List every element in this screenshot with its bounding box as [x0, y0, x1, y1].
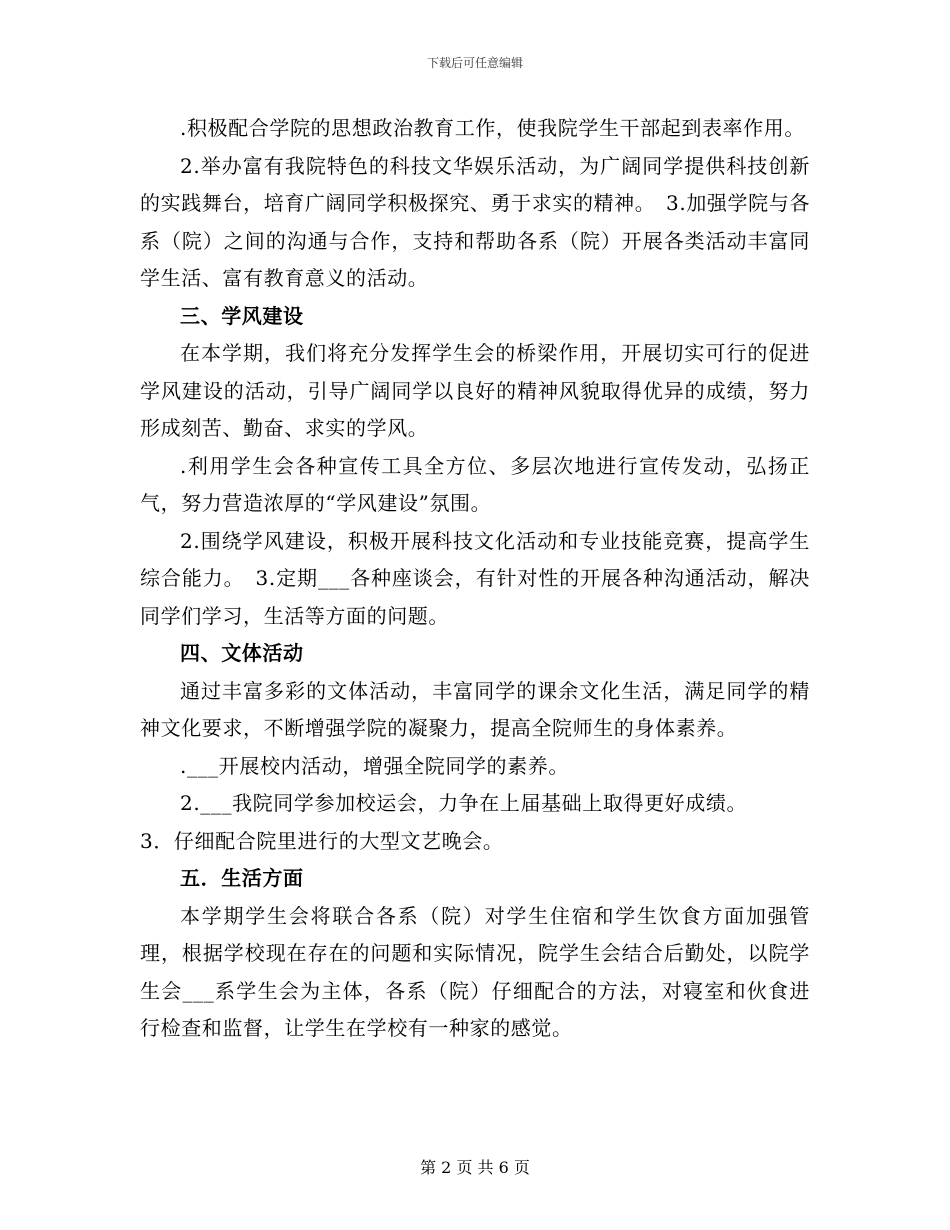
paragraph-5: 2.围绕学风建设，积极开展科技文化活动和专业技能竞赛，提高学生综合能力。 3.定期___各种座谈会，有针对性的开展各种沟通活动，解决同学们学习，生活等方面的问题。 [140, 528, 810, 628]
section-heading-3: 三、学风建设 [180, 303, 304, 328]
section-heading-4: 四、文体活动 [180, 641, 304, 665]
paragraph-8: 2.___我院同学参加校运会，力争在上届基础上取得更好成绩。 [180, 791, 748, 815]
paragraph-2: 2.举办富有我院特色的科技文华娱乐活动，为广阔同学提供科技创新的实践舞台，培育广阔同学积极探究、勇于求实的精神。 3.加强学院与各系（院）之间的沟通与合作，支持和帮助各系（院）开展各类活动丰富同学生活、富有教育意义的活动。 [140, 153, 810, 290]
paragraph-6: 通过丰富多彩的文体活动，丰富同学的课余文化生活，满足同学的精神文化要求，不断增强学院的凝聚力，提高全院师生的身体素养。 [140, 678, 810, 740]
page-number: 第 2 页 共 6 页 [420, 1158, 530, 1177]
document-body [140, 110, 810, 1048]
paragraph-4: .利用学生会各种宣传工具全方位、多层次地进行宣传发动，弘扬正气，努力营造浓厚的“学风建设”氛围。 [140, 453, 810, 515]
paragraph-7: .___开展校内活动，增强全院同学的素养。 [180, 753, 569, 778]
section-heading-5: 五．生活方面 [180, 866, 304, 890]
paragraph-10: 本学期学生会将联合各系（院）对学生住宿和学生饮食方面加强管理，根据学校现在存在的问题和实际情况，院学生会结合后勤处，以院学生会___系学生会为主体，各系（院）仔细配合的方法，对寝室和伙食进行检查和监督，让学生在学校有一种家的感觉。 [140, 903, 810, 1040]
paragraph-3: 在本学期，我们将充分发挥学生会的桥梁作用，开展切实可行的促进学风建设的活动，引导广阔同学以良好的精神风貌取得优异的成绩，努力形成刻苦、勤奋、求实的学风。 [140, 341, 810, 440]
paragraph-9: 3．仔细配合院里进行的大型文艺晚会。 [140, 828, 504, 853]
page-header: 下载后可任意编辑 [426, 56, 523, 70]
paragraph-1: .积极配合学院的思想政治教育工作，使我院学生干部起到表率作用。 [180, 116, 805, 140]
